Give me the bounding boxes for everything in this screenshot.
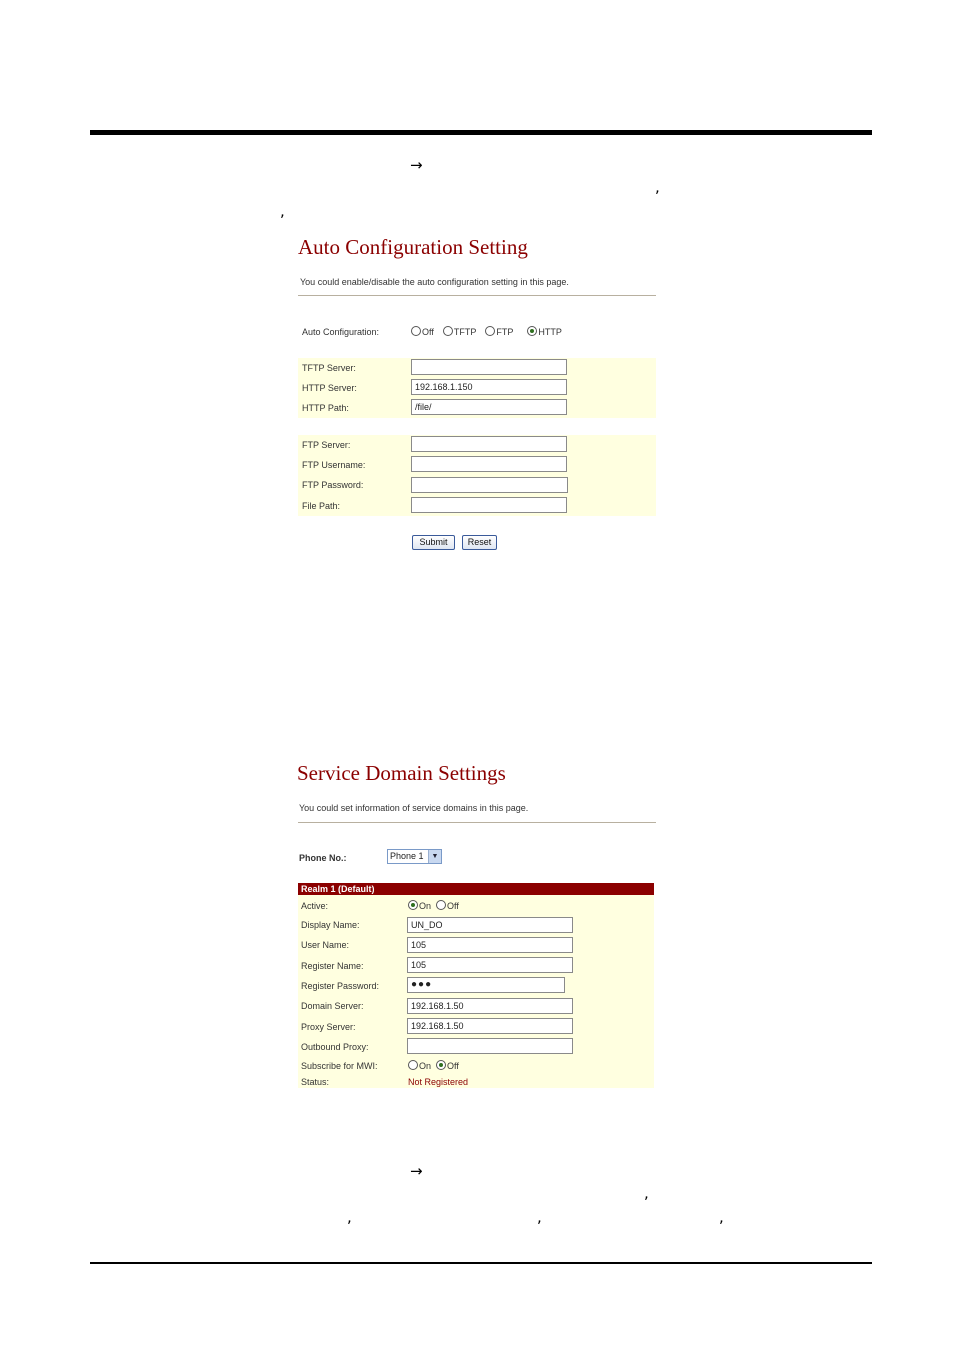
active-option-off[interactable]: Off xyxy=(436,900,459,912)
arrow-icon: → xyxy=(410,1162,423,1180)
active-label: Active: xyxy=(301,901,329,911)
display-name-label: Display Name: xyxy=(301,920,360,930)
tftp-server-input[interactable] xyxy=(411,359,567,375)
mode-option-off[interactable]: Off xyxy=(411,326,434,338)
phone-no-select[interactable] xyxy=(387,849,442,864)
domain-server-label: Domain Server: xyxy=(301,1001,364,1011)
radio-icon xyxy=(411,326,421,336)
http-server-label: HTTP Server: xyxy=(302,383,357,393)
radio-icon xyxy=(408,1060,418,1070)
footer-rule xyxy=(90,1262,872,1264)
ftp-username-label: FTP Username: xyxy=(302,460,366,470)
proxy-server-input[interactable]: 192.168.1.50 xyxy=(407,1018,573,1034)
radio-icon xyxy=(527,326,537,336)
service-domain-description: You could set information of service domains in this page. xyxy=(299,803,529,813)
ftp-password-label: FTP Password: xyxy=(302,480,364,490)
mwi-option-on[interactable]: On xyxy=(408,1060,431,1072)
radio-icon xyxy=(485,326,495,336)
http-path-label: HTTP Path: xyxy=(302,403,349,413)
comma-mark: , xyxy=(655,178,660,196)
radio-icon xyxy=(436,1060,446,1070)
domain-server-input[interactable]: 192.168.1.50 xyxy=(407,998,573,1014)
comma-mark: , xyxy=(537,1208,542,1226)
auto-config-description: You could enable/disable the auto configuration setting in this page. xyxy=(300,277,569,287)
phone-no-value: Phone 1 xyxy=(390,851,424,861)
active-radio-group xyxy=(408,900,468,912)
user-name-label: User Name: xyxy=(301,940,350,950)
outbound-proxy-label: Outbound Proxy: xyxy=(301,1042,369,1052)
register-name-input[interactable]: 105 xyxy=(407,957,573,973)
http-server-input[interactable]: 192.168.1.150 xyxy=(411,379,567,395)
comma-mark: , xyxy=(280,202,285,220)
register-password-label: Register Password: xyxy=(301,981,380,991)
phone-no-label: Phone No.: xyxy=(299,853,347,863)
outbound-proxy-input[interactable] xyxy=(407,1038,573,1054)
http-path-input[interactable]: /file/ xyxy=(411,399,567,415)
display-name-input[interactable]: UN_DO xyxy=(407,917,573,933)
radio-icon xyxy=(408,900,418,910)
reset-button[interactable]: Reset xyxy=(462,535,497,550)
status-value: Not Registered xyxy=(408,1077,469,1087)
submit-button[interactable]: Submit xyxy=(412,535,455,550)
realm-header: Realm 1 (Default) xyxy=(298,883,654,895)
auto-config-title: Auto Configuration Setting xyxy=(298,235,528,259)
user-name-input[interactable]: 105 xyxy=(407,937,573,953)
ftp-server-input[interactable] xyxy=(411,436,567,452)
mwi-label: Subscribe for MWI: xyxy=(301,1061,378,1071)
comma-mark: , xyxy=(644,1184,649,1202)
mode-option-ftp[interactable]: FTP xyxy=(485,326,513,338)
ftp-username-input[interactable] xyxy=(411,456,567,472)
register-password-input[interactable]: ●●● xyxy=(407,977,565,993)
mode-option-http[interactable]: HTTP xyxy=(527,326,562,338)
auto-config-mode-group xyxy=(411,326,571,338)
divider xyxy=(298,295,656,296)
radio-icon xyxy=(436,900,446,910)
proxy-server-label: Proxy Server: xyxy=(301,1022,356,1032)
auto-config-mode-label: Auto Configuration: xyxy=(302,327,380,337)
chevron-down-icon: ▼ xyxy=(428,850,441,863)
file-path-label: File Path: xyxy=(302,501,341,511)
service-domain-title: Service Domain Settings xyxy=(297,761,506,785)
status-label: Status: xyxy=(301,1077,330,1087)
register-name-label: Register Name: xyxy=(301,961,364,971)
active-option-on[interactable]: On xyxy=(408,900,431,912)
ftp-password-input[interactable] xyxy=(411,477,568,493)
mwi-radio-group xyxy=(408,1060,468,1072)
ftp-server-label: FTP Server: xyxy=(302,440,351,450)
mwi-option-off[interactable]: Off xyxy=(436,1060,459,1072)
tftp-server-label: TFTP Server: xyxy=(302,363,356,373)
divider xyxy=(298,822,656,823)
mode-option-tftp[interactable]: TFTP xyxy=(443,326,477,338)
file-path-input[interactable] xyxy=(411,497,567,513)
comma-mark: , xyxy=(347,1208,352,1226)
header-rule xyxy=(90,130,872,135)
comma-mark: , xyxy=(719,1208,724,1226)
arrow-icon: → xyxy=(410,156,423,174)
radio-icon xyxy=(443,326,453,336)
